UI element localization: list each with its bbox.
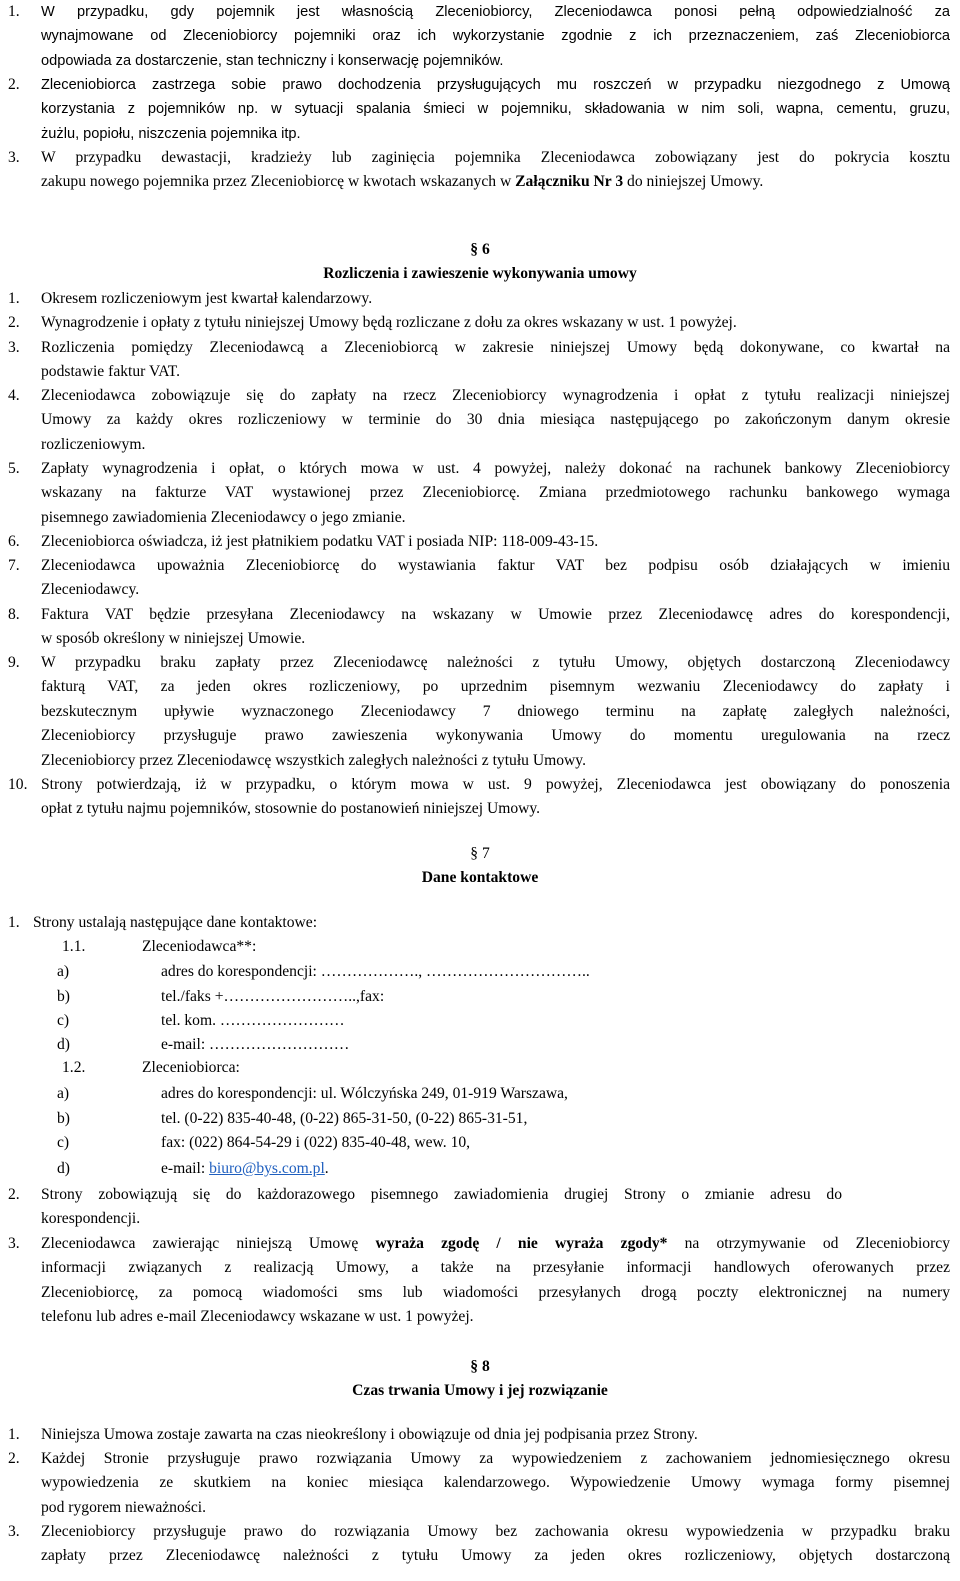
text-line: odpowiada za dostarczenie, stan techniczny i konserwację pojemników. [41,52,504,69]
text-line: Umowy za każdy okres rozliczeniowy w terminie do 30 dnia miesiąca następującego po zakończonym danym okresie [41,411,950,429]
item-number: 1. [8,1426,20,1443]
subsection-number: 1.2. [62,1059,86,1076]
subsection-number: 1.1. [62,938,86,955]
item-number: 6. [8,533,20,550]
row-letter: c) [57,1134,70,1151]
text-line: Rozliczenia pomiędzy Zleceniodawcą a Zleceniobiorcą w zakresie niniejszej Umowy będą dokonywane, co kwartał na [41,339,950,356]
text-line: pisemnego zawiadomienia Zleceniodawcy o jego zmianie. [41,508,406,526]
text-line: Zleceniobiorcy przysługuje prawo do rozwiązania Umowy bez zachowania okresu wypowiedzenia w przypadku braku [41,1523,950,1540]
section-title: Dane kontaktowe [421,869,539,886]
text-line: Strony potwierdzają, iż w przypadku, o którym mowa w ust. 9 powyżej, Zleceniodawca jest obowiązany do ponoszenia [41,776,950,793]
item-number: 2. [8,314,20,331]
text-line: podstawie faktur VAT. [41,363,181,381]
contractor-label: Zleceniobiorca: [142,1059,240,1076]
section-title: Czas trwania Umowy i jej rozwiązanie [352,1382,608,1399]
text-line: korespondencji. [41,1210,141,1228]
text-line: pod rygorem nieważności. [41,1498,206,1516]
text-line: Zleceniodawca zawierając niniejszą Umowę wyraża zgodę / nie wyraża zgody* na otrzymywanie od Zleceniobiorcy [41,1235,950,1252]
row-letter: d) [57,1036,70,1053]
text-line: Faktura VAT będzie przesyłana Zleceniodawcy na wskazany w Umowie przez Zleceniodawcę adres do korespondencji, [41,606,950,623]
text-line: rozliczeniowym. [41,435,146,453]
row-letter: a) [57,1085,70,1102]
consent-choice: wyraża zgodę / nie wyraża zgody* [375,1235,668,1252]
item-number: 2. [8,76,20,93]
client-contact-field: tel./faks +……………………..,fax: [161,988,385,1005]
text-line: Zleceniobiorcę, za pomocą wiadomości sms lub wiadomości przesyłanych drogą poczty elektronicznej na numery [41,1283,950,1301]
text-line: korzystania z pojemników np. w sytuacji spalania śmieci w pojemniku, składowania w nim soli, wapna, cementu, gruzu, [41,101,950,118]
text-line: zakupu nowego pojemnika przez Zleceniobiorcę w kwotach wskazanych w Załączniku Nr 3 do niniejszej Umowy. [41,173,764,191]
text-line: Zleceniobiorcy przysługuje prawo zawieszenia wykonywania Umowy do momentu uregulowania na rzecz [41,727,950,745]
text-line: telefonu lub adres e-mail Zleceniodawcy wskazane w ust. 1 powyżej. [41,1308,474,1326]
text-line: Zleceniodawca zobowiązuje się do zapłaty na rzecz Zleceniobiorcy wynagrodzenia i opłat z tytułu realizacji niniejszej [41,387,950,404]
text-line: w sposób określony w niniejszej Umowie. [41,630,306,648]
item-number: 3. [8,339,20,356]
text-line: wypowiedzenia ze skutkiem na koniec miesiąca kalendarzowego. Wypowiedzenie Umowy wymaga formy pisemnej [41,1474,950,1492]
item-number: 10. [8,776,28,793]
text-line: wskazany na fakturze VAT wystawionej przez Zleceniobiorcę. Zmiana przedmiotowego rachunku bankowego wymaga [41,484,950,502]
text-line: Strony zobowiązują się do każdorazowego pisemnego zawiadomienia drugiej Strony o zmianie adresu do [41,1186,842,1203]
item-number: 4. [8,387,20,404]
item-number: 3. [8,1523,20,1540]
text-line: Zapłaty wynagrodzenia i opłat, o których mowa w ust. 4 powyżej, należy dokonać na rachunek bankowy Zleceniobiorcy [41,460,950,477]
text-line: Zleceniobiorca oświadcza, iż jest płatnikiem podatku VAT i posiada NIP: 118-009-43-15. [41,533,599,550]
text-line: wynajmowane od Zleceniobiorcy pojemniki oraz ich wykorzystanie zgodnie z ich przeznaczeniem, zaś Zleceniobiorca [41,28,950,45]
item-number: 1. [8,290,20,307]
row-letter: d) [57,1160,70,1177]
contractor-contact-field: tel. (0-22) 835-40-48, (0-22) 865-31-50, (0-22) 865-31-51, [161,1110,528,1127]
text-line: Zleceniodawcy. [41,581,140,599]
email-link[interactable]: biuro@bys.com.pl [209,1160,325,1177]
contact-intro: Strony ustalają następujące dane kontaktowe: [33,914,318,931]
section-title: Rozliczenia i zawieszenie wykonywania umowy [323,265,637,282]
client-contact-field: adres do korespondencji: ………………., ………………………….. [161,963,590,980]
text-line: Każdej Stronie przysługuje prawo rozwiązania Umowy za wypowiedzeniem z zachowaniem jednomiesięcznego okresu [41,1450,950,1467]
text-line: opłat z tytułu najmu pojemników, stosownie do postanowień niniejszej Umowy. [41,800,541,818]
item-number: 2. [8,1186,20,1203]
item-number: 7. [8,557,20,574]
row-letter: c) [57,1012,70,1029]
contractor-email-row: e-mail: biuro@bys.com.pl. [161,1160,329,1177]
item-number: 1. [8,914,20,931]
client-contact-field: tel. kom. …………………… [161,1012,345,1029]
item-number: 3. [8,149,20,166]
attachment-reference: Załączniku Nr 3 [515,173,624,191]
client-contact-field: e-mail: ……………………… [161,1036,350,1053]
text-line: informacji związanych z realizacją Umowy, a także na przesyłanie informacji handlowych oferowanych przez [41,1259,950,1277]
text-line: W przypadku dewastacji, kradzieży lub zaginięcia pojemnika Zleceniodawca zobowiązany jest do pokrycia kosztu [41,149,950,166]
item-number: 1. [8,3,20,20]
text-line: zapłaty przez Zleceniodawcę należności z tytułu Umowy za jeden okres rozliczeniowy, objętych dostarczoną [41,1547,950,1565]
section-number: § 8 [470,1358,490,1375]
row-letter: a) [57,963,70,980]
text-line: żużlu, popiołu, niszczenia pojemnika itp. [41,125,301,142]
contractor-contact-field: fax: (022) 864-54-29 i (022) 835-40-48, wew. 10, [161,1134,471,1151]
text-line: W przypadku, gdy pojemnik jest własnością Zleceniobiorcy, Zleceniodawca ponosi pełną odpowiedzialność za [41,4,950,20]
text-line: Zleceniobiorca zastrzega sobie prawo dochodzenia przysługujących mu roszczeń w przypadku niezgodnego z Umową [41,77,950,93]
item-number: 2. [8,1450,20,1467]
text-line: Zleceniodawca upoważnia Zleceniobiorcę do wystawiania faktur VAT bez podpisu osób działających w imieniu [41,557,950,574]
row-letter: b) [57,1110,70,1127]
text-line: Zleceniobiorcy przez Zleceniodawcę wszystkich zaległych należności z tytułu Umowy. [41,751,586,769]
text-line: Wynagrodzenie i opłaty z tytułu niniejszej Umowy będą rozliczane z dołu za okres wskazany w ust. 1 powyżej. [41,314,737,331]
text-line: Niniejsza Umowa zostaje zawarta na czas nieokreślony i obowiązuje od dnia jej podpisania przez Strony. [41,1426,698,1443]
text-line: W przypadku braku zapłaty przez Zleceniodawcę należności z tytułu Umowy, objętych dostarczoną Zleceniodawcy [41,654,950,671]
contractor-contact-field: adres do korespondencji: ul. Wólczyńska 249, 01-919 Warszawa, [161,1085,568,1102]
item-number: 5. [8,460,20,477]
item-number: 3. [8,1235,20,1252]
section-number: § 6 [470,241,490,258]
item-number: 9. [8,654,20,671]
text-line: fakturą VAT, za jeden okres rozliczeniowy, po uprzednim pisemnym wezwaniu Zleceniodawcy do zapłaty i [41,678,950,696]
item-number: 8. [8,606,20,623]
text-line: Okresem rozliczeniowym jest kwartał kalendarzowy. [41,290,373,307]
client-label: Zleceniodawca**: [142,938,257,955]
section-number: § 7 [470,845,490,862]
row-letter: b) [57,988,70,1005]
text-line: bezskutecznym upływie wyznaczonego Zleceniodawcy 7 dniowego terminu na zapłatę zaległych należności, [41,702,950,720]
